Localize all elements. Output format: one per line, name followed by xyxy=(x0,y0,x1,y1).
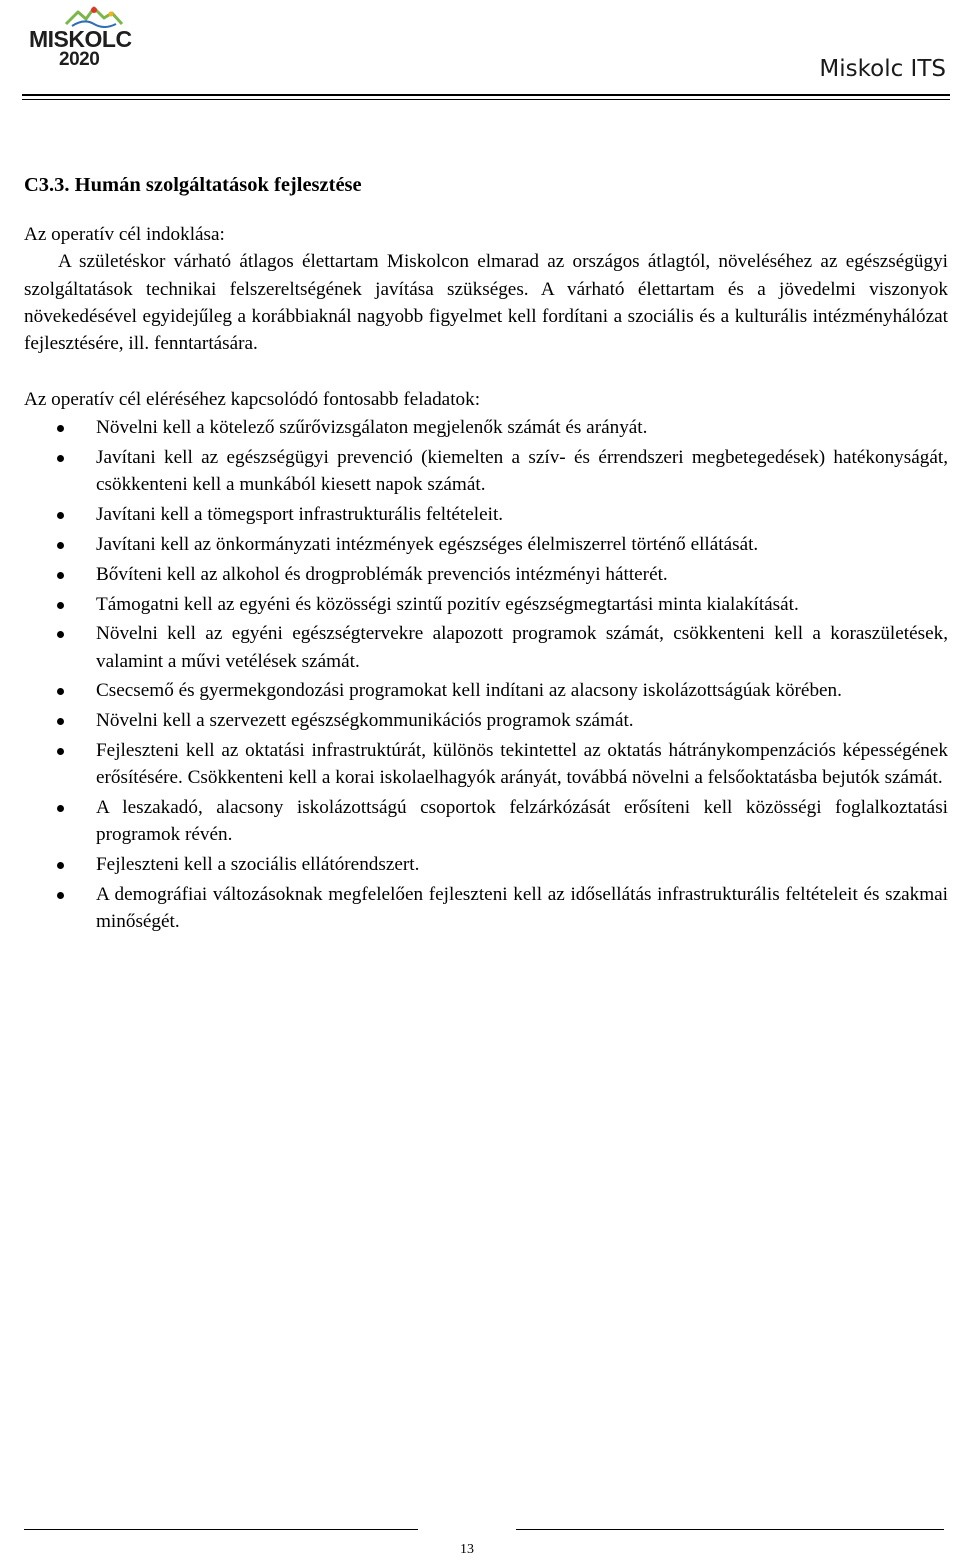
page-number: 13 xyxy=(460,1542,474,1557)
header-divider-thin xyxy=(22,99,950,100)
list-item: Növelni kell a kötelező szűrővizsgálaton megjelenők számát és arányát. xyxy=(24,414,948,441)
bullet-icon xyxy=(57,862,64,869)
footer-divider-left xyxy=(24,1529,418,1530)
list-item: Növelni kell az egyéni egészségtervekre alapozott programok számát, csökkenteni kell a koraszületések, valamint a művi vetélések számát. xyxy=(24,620,948,674)
list-item: Fejleszteni kell a szociális ellátórendszert. xyxy=(24,851,948,878)
bullet-icon xyxy=(57,718,64,725)
list-item: Javítani kell az önkormányzati intézmények egészséges élelmiszerrel történő ellátását. xyxy=(24,531,948,558)
bullet-icon xyxy=(57,425,64,432)
bullet-icon xyxy=(57,602,64,609)
list-item: A leszakadó, alacsony iskolázottságú csoportok felzárkózását erősíteni kell közösségi foglalkoztatási programok révén. xyxy=(24,794,948,848)
list-item: Fejleszteni kell az oktatási infrastruktúrát, különös tekintettel az oktatás hátránykompenzációs képességének erősítésére. Csökkenteni kell a korai iskolaelhagyók arányát, továbbá növelni a felsőoktatásba bejutók számát. xyxy=(24,737,948,791)
list-item: Javítani kell az egészségügyi prevenció (kiemelten a szív- és érrendszeri megbetegedések) hatékonyságát, csökkenteni kell a munkából kiesett napok számát. xyxy=(24,444,948,498)
bullet-icon xyxy=(57,688,64,695)
bullet-icon xyxy=(57,572,64,579)
logo-hills-icon xyxy=(64,4,124,28)
intro-paragraph xyxy=(24,248,948,357)
section-heading: C3.3. Humán szolgáltatások fejlesztése xyxy=(24,174,362,196)
bullet-icon xyxy=(57,748,64,755)
footer-divider-right xyxy=(516,1529,944,1530)
bullet-icon xyxy=(57,542,64,549)
bullet-icon xyxy=(57,805,64,812)
list-item: Javítani kell a tömegsport infrastrukturális feltételeit. xyxy=(24,501,948,528)
document-body xyxy=(24,172,948,938)
bullet-icon xyxy=(57,631,64,638)
miskolc-2020-logo xyxy=(28,4,132,72)
logo-year: 2020 xyxy=(59,49,100,70)
list-item: Növelni kell a szervezett egészségkommunikációs programok számát. xyxy=(24,707,948,734)
logo-wordmark: MISKOLC xyxy=(29,26,132,52)
bullet-icon xyxy=(57,892,64,899)
bullet-icon xyxy=(57,455,64,462)
tasks-list xyxy=(24,414,948,935)
list-item: Bővíteni kell az alkohol és drogproblémák prevenciós intézményi hátterét. xyxy=(24,561,948,588)
list-item: A demográfiai változásoknak megfelelően fejleszteni kell az idősellátás infrastrukturális feltételeit és szakmai minőségét. xyxy=(24,881,948,935)
bullet-icon xyxy=(57,512,64,519)
header-divider xyxy=(22,94,950,96)
list-item: Támogatni kell az egyéni és közösségi szintű pozitív egészségmegtartási minta kialakítását. xyxy=(24,591,948,618)
list-item: Csecsemő és gyermekgondozási programokat kell indítani az alacsony iskolázottságúak körében. xyxy=(24,677,948,704)
document-header-title: Miskolc ITS xyxy=(819,56,946,82)
intro-text: A születéskor várható átlagos élettartam Miskolcon elmarad az országos átlagtól, növeléséhez az egészségügyi szolgáltatások technikai felszereltségének javítása szükséges. A várható élettartam és a jövedelmi viszonyok növekedésével egyidejűleg a korábbiaknál nagyobb figyelmet kell fordítani a szociális és a kulturális intézményhálózat fejlesztésére, ill. fenntartására. xyxy=(24,251,948,355)
intro-label: Az operatív cél indoklása: xyxy=(24,224,225,246)
tasks-label: Az operatív cél eléréséhez kapcsolódó fontosabb feladatok: xyxy=(24,389,481,411)
